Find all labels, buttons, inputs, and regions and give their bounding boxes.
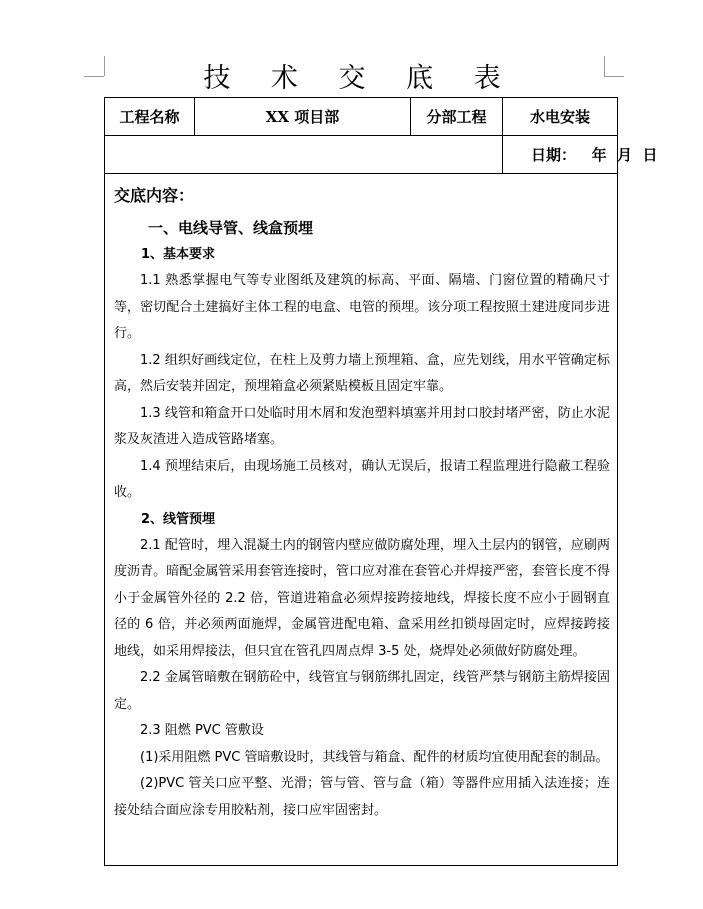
paragraph: 2.2 金属管暗敷在钢筋砼中，线管宜与钢筋绑扎固定，线管严禁与钢筋主筋焊接固定。 bbox=[114, 670, 610, 712]
subsection-heading: 1、基本要求 bbox=[141, 247, 216, 262]
document-title: 技 术 交 底 表 bbox=[203, 63, 517, 94]
project-name-value: XX 项目部 bbox=[195, 98, 411, 136]
crop-mark-top-left-h bbox=[84, 76, 104, 77]
project-name-label: 工程名称 bbox=[105, 98, 195, 136]
subproject-value: 水电安装 bbox=[503, 98, 618, 136]
date-field: 日期： 年 月 日 bbox=[503, 136, 618, 174]
subsection-heading: 2、线管预埋 bbox=[141, 511, 216, 527]
paragraph: 1.3 线管和箱盒开口处临时用木屑和发泡塑料填塞并用封口胶封堵严密，防止水泥浆及灰渣进入造成管路堵塞。 bbox=[114, 405, 610, 447]
disclosure-table bbox=[104, 97, 658, 866]
blank-cell bbox=[105, 136, 503, 174]
paragraph: 2.1 配管时，埋入混凝土内的钢管内壁应做防腐处理，埋入土层内的钢管，应刷两度沥青。暗配金属管采用套管连接时，管口应对准在套管心并焊接严密，套管长度不得小于金属管外径的 2.2 倍，管道进箱盒必须焊接跨接地线，焊接长度不应小于圆钢直径的 6 倍，并必须两面施焊，金属管进配电箱、盒采用丝扣锁母固定时，应焊接跨接地线，如采用焊接法，但只宜在管孔四周点焊 3-5 处，烧焊处必须做好防腐处理。 bbox=[114, 537, 610, 659]
content-body bbox=[105, 174, 617, 865]
content-lead: 交底内容： bbox=[114, 186, 195, 205]
paragraph: 1.4 预埋结束后，由现场施工员核对，确认无误后，报请工程监理进行隐蔽工程验收。 bbox=[114, 458, 610, 500]
paragraph: (1)采用阻燃 PVC 管暗敷设时，其线管与箱盒、配件的材质均宜使用配套的制品。 bbox=[140, 749, 609, 765]
section-heading: 一、电线导管、线盒预埋 bbox=[148, 219, 314, 237]
subproject-label: 分部工程 bbox=[411, 98, 503, 136]
content-cell bbox=[105, 174, 618, 866]
paragraph: 1.1 熟悉掌握电气等专业图纸及建筑的标高、平面、隔墙、门窗位置的精确尺寸等，密切配合土建搞好主体工程的电盒、电管的预埋。该分项工程按照土建进度同步进行。 bbox=[114, 273, 610, 341]
paragraph: (2)PVC 管关口应平整、光滑；管与管、管与盒（箱）等器件应用插入法连接；连接处结合面应涂专用胶粘剂，接口应牢固密封。 bbox=[114, 776, 610, 818]
paragraph: 2.3 阻燃 PVC 管敷设 bbox=[140, 723, 264, 738]
paragraph: 1.2 组织好画线定位，在柱上及剪力墙上预埋箱、盒，应先划线，用水平管确定标高，然后安装并固定，预埋箱盒必须紧贴模板且固定牢靠。 bbox=[114, 352, 610, 394]
